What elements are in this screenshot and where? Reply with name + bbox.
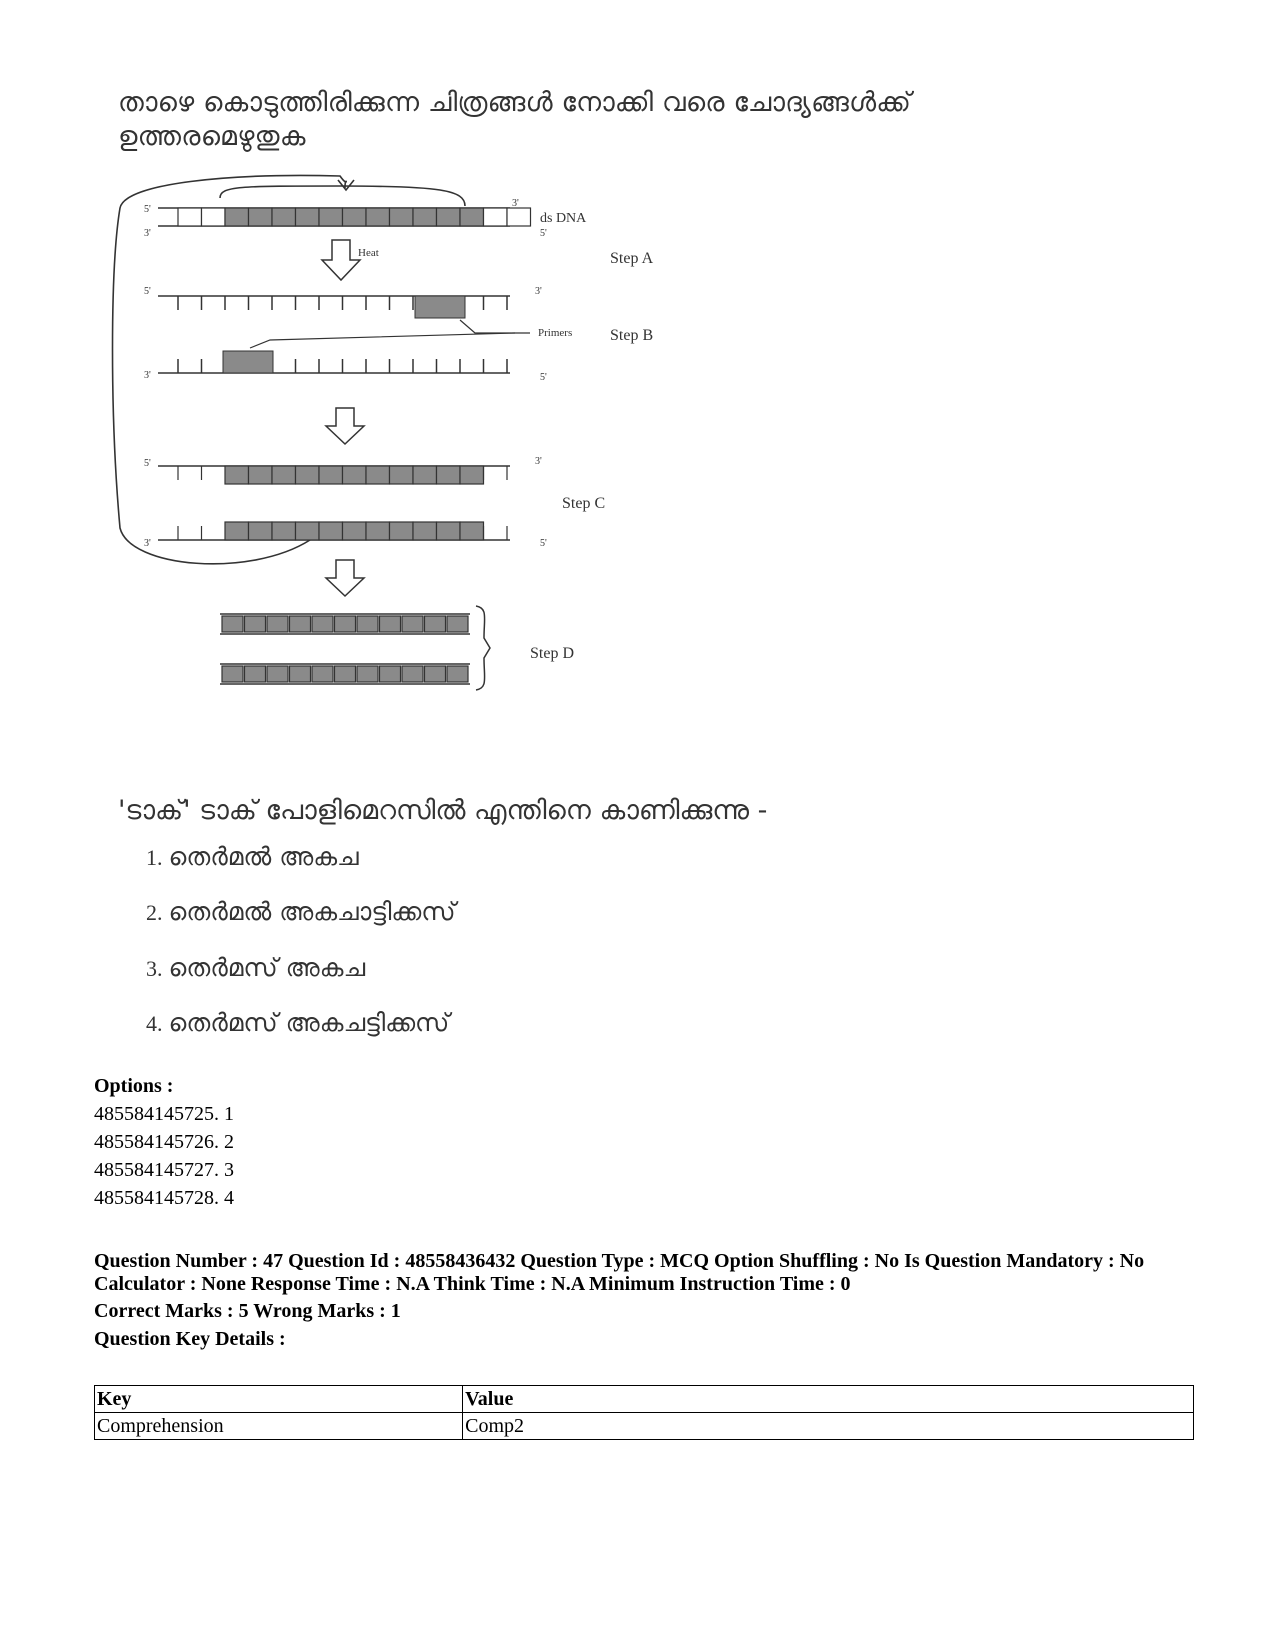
svg-text:5': 5': [540, 538, 547, 549]
dna-cell: [312, 666, 333, 682]
dna-cell: [290, 666, 311, 682]
label-step-a: Step A: [610, 250, 654, 267]
dna-cell: [366, 522, 390, 540]
dna-cell: [249, 466, 273, 484]
dna-cell: [484, 208, 508, 226]
dna-cell: [447, 666, 468, 682]
dna-cell: [437, 208, 461, 226]
table-cell: Comprehension: [95, 1413, 463, 1440]
dna-cell: [245, 666, 266, 682]
choice-4: 4. തെർമസ് അകചട്ടിക്കസ്: [146, 1008, 450, 1037]
dna-cell: [335, 666, 356, 682]
dna-cell: [272, 466, 296, 484]
dna-cell: [447, 616, 468, 632]
dna-cell: [425, 666, 446, 682]
dna-cell: [272, 522, 296, 540]
dna-cell: [366, 466, 390, 484]
dna-cell: [413, 208, 437, 226]
option-2: 485584145726. 2: [94, 1131, 234, 1153]
dna-cell: [225, 522, 249, 540]
option-3: 485584145727. 3: [94, 1159, 234, 1181]
dna-cell: [460, 522, 484, 540]
key-details-label: Question Key Details :: [94, 1328, 286, 1350]
dna-cell: [296, 522, 320, 540]
dna-cell: [357, 616, 378, 632]
question-text: 'ടാക്' ടാക് പോളിമെറസിൽ എന്തിനെ കാണിക്കുന്നു -: [118, 795, 768, 826]
choice-3: 3. തെർമസ് അകച: [146, 953, 366, 982]
dna-cell: [343, 208, 367, 226]
option-4: 485584145728. 4: [94, 1187, 234, 1209]
dna-cell: [437, 522, 461, 540]
primer-top: [415, 296, 465, 318]
instruction-text: താഴെ കൊടുത്തിരിക്കുന്ന ചിത്രങ്ങൾ നോക്കി വരെ ചോദ്യങ്ങൾക്ക് ഉത്തരമെഴുതുക: [118, 87, 912, 152]
table-header: Key: [95, 1386, 463, 1413]
dna-cell: [413, 466, 437, 484]
options-label: Options :: [94, 1075, 174, 1097]
primer-bottom: [223, 351, 273, 373]
table-cell: Comp2: [463, 1413, 1194, 1440]
key-details-table: [94, 1385, 1194, 1440]
dna-cell: [460, 466, 484, 484]
dna-cell: [413, 522, 437, 540]
dna-cell: [366, 208, 390, 226]
label-dsdna: ds DNA: [540, 211, 587, 226]
svg-text:5': 5': [144, 286, 151, 297]
dna-cell: [357, 666, 378, 682]
dna-cell: [222, 666, 243, 682]
table-header-row: [95, 1386, 1194, 1413]
dna-cell: [245, 616, 266, 632]
dna-cell: [296, 466, 320, 484]
dna-cell: [267, 666, 288, 682]
svg-text:3': 3': [144, 538, 151, 549]
dna-cell: [312, 616, 333, 632]
dna-cell: [437, 466, 461, 484]
dna-cell: [202, 208, 226, 226]
label-step-b: Step B: [610, 327, 654, 344]
dna-cell: [335, 616, 356, 632]
dna-cell: [319, 466, 343, 484]
dna-cell: [222, 616, 243, 632]
label-heat: Heat: [358, 247, 379, 259]
dna-cell: [402, 666, 423, 682]
dna-cell: [267, 616, 288, 632]
label-step-c: Step C: [562, 495, 606, 512]
dna-cell: [425, 616, 446, 632]
dna-cell: [380, 616, 401, 632]
dna-cell: [225, 208, 249, 226]
dna-cell: [272, 208, 296, 226]
dna-cell: [343, 522, 367, 540]
choice-2: 2. തെർമൽ അകചാട്ടിക്കസ്: [146, 897, 456, 926]
svg-text:3': 3': [512, 198, 519, 209]
pcr-diagram: [110, 168, 710, 728]
svg-text:3': 3': [535, 456, 542, 467]
marks-line: Correct Marks : 5 Wrong Marks : 1: [94, 1300, 401, 1322]
dna-cell: [290, 616, 311, 632]
dna-cell: [390, 466, 414, 484]
dna-cell: [507, 208, 531, 226]
arrow-c-d: [326, 560, 364, 596]
table-header: Value: [463, 1386, 1194, 1413]
dna-cell: [390, 522, 414, 540]
svg-text:3': 3': [535, 286, 542, 297]
heat-arrow: [322, 240, 360, 280]
dna-cell: [249, 208, 273, 226]
dna-cell: [343, 466, 367, 484]
dna-cell: [249, 522, 273, 540]
label-step-d: Step D: [530, 645, 574, 662]
dna-cell: [225, 466, 249, 484]
svg-text:5': 5': [540, 372, 547, 383]
svg-text:5': 5': [144, 458, 151, 469]
arrow-b-c: [326, 408, 364, 444]
dna-cell: [390, 208, 414, 226]
svg-text:3': 3': [144, 370, 151, 381]
dna-cell: [402, 616, 423, 632]
dna-cell: [319, 208, 343, 226]
svg-text:5': 5': [144, 204, 151, 215]
label-primers: Primers: [538, 327, 573, 339]
dna-cell: [460, 208, 484, 226]
dna-cell: [296, 208, 320, 226]
option-1: 485584145725. 1: [94, 1103, 234, 1125]
svg-text:3': 3': [144, 228, 151, 239]
choice-1: 1. തെർമൽ അകച: [146, 842, 359, 871]
dna-cell: [178, 208, 202, 226]
question-meta: Question Number : 47 Question Id : 48558436432 Question Type : MCQ Option Shuffling : No Is Question Mandatory : No Calculator : None Response Time : N.A Think Time : N.A Minimum Instruction Time : 0: [94, 1250, 1145, 1295]
dna-cell: [319, 522, 343, 540]
table-row: [95, 1413, 1194, 1440]
svg-text:5': 5': [540, 228, 547, 239]
dna-cell: [380, 666, 401, 682]
